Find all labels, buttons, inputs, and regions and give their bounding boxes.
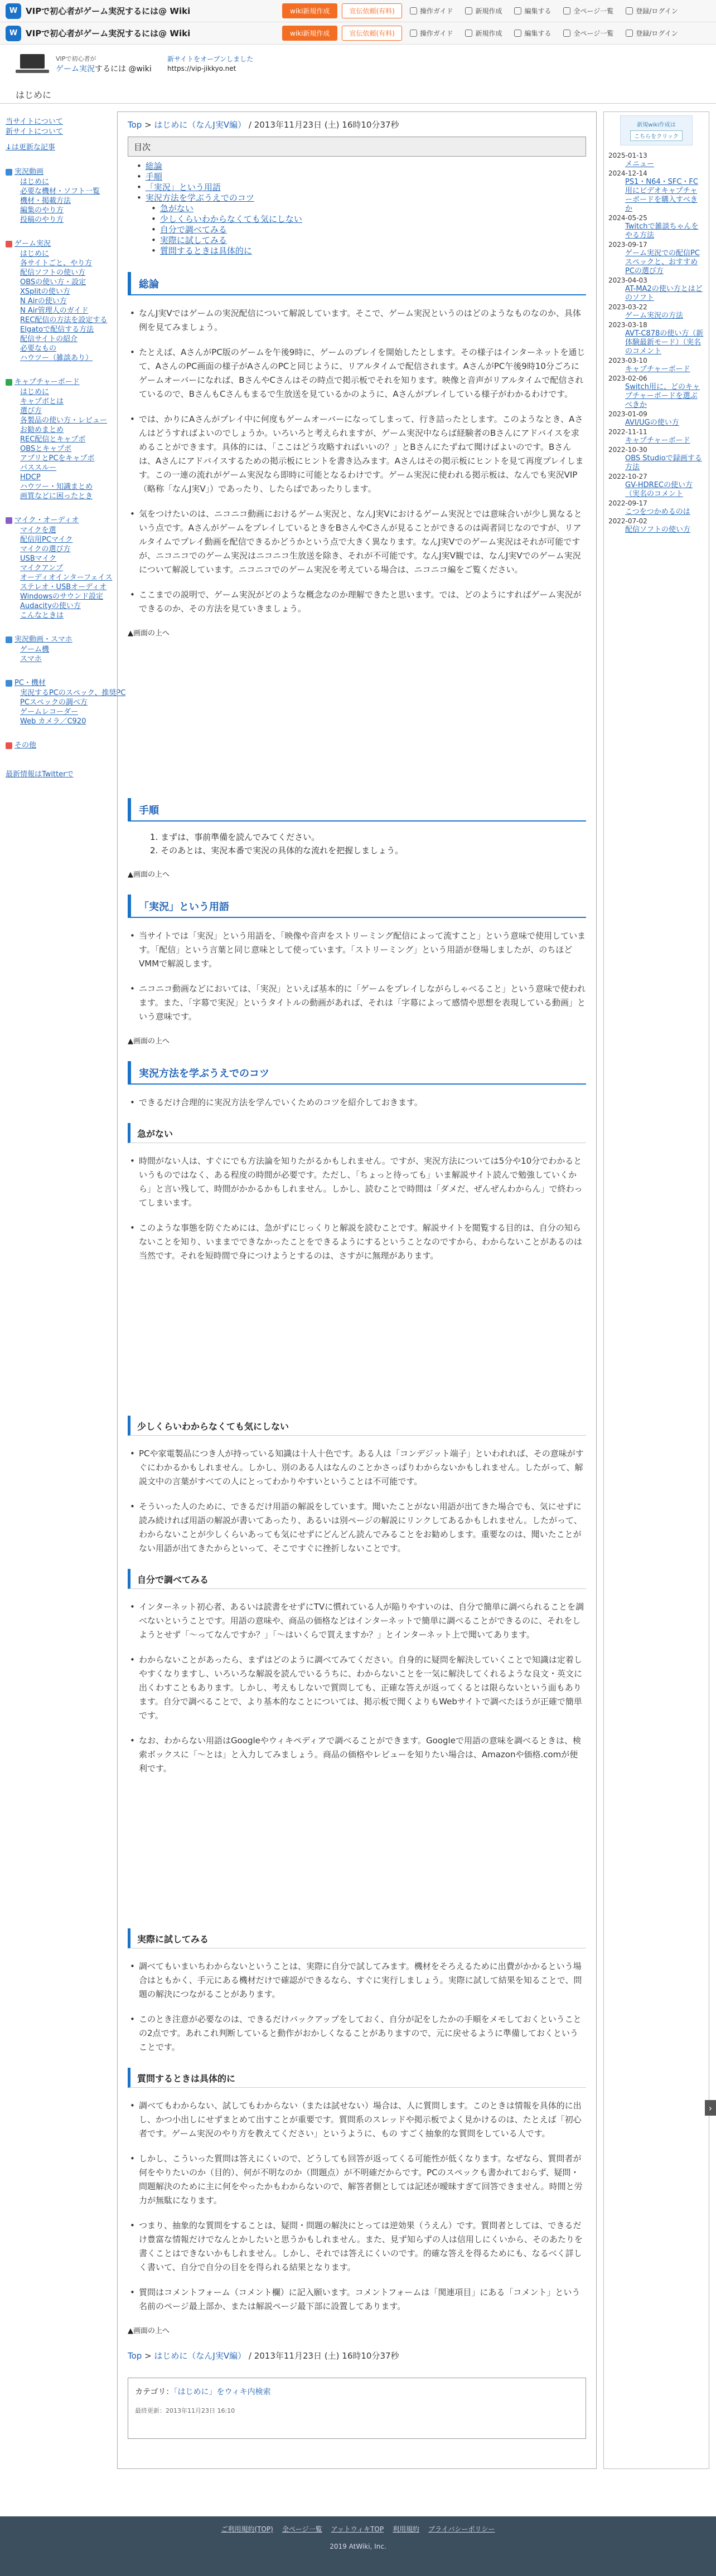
category-icon [6, 636, 12, 643]
chevron-right-icon[interactable]: › [705, 2100, 716, 2116]
create-wiki-button[interactable]: wiki新規作成 [282, 26, 337, 41]
sidebar-item[interactable]: ゲーム機 [20, 645, 50, 654]
right-sidebar [603, 111, 709, 2469]
new-wiki-ad[interactable] [620, 115, 693, 145]
sidebar-item[interactable]: はじめに [20, 388, 50, 396]
update-date: 2024-12-14 [608, 169, 647, 177]
paragraph: • なお、わからない用語はGoogleやウィキペディアで調べることができます。Googleで用語の意味を調べるときは、検索ボックスに「〜とは」と入力してみましょう。商品の価格やレビューを知りたい場合は、Amazonや価格.comが便利です。 [128, 1734, 586, 1776]
toc-item[interactable]: • 自分で調べてみる [137, 225, 586, 235]
user-icon [626, 7, 633, 14]
sidebar-item[interactable]: マイクの選び方 [20, 545, 71, 553]
sidebar-item[interactable]: N Airの使い方 [20, 297, 67, 305]
category-icon [6, 742, 12, 749]
subsection-heading: 急がない [128, 1123, 586, 1143]
sidebar-item[interactable]: 各サイトごと、やり方 [20, 259, 93, 268]
steps-list [128, 830, 586, 857]
update-link[interactable]: Switch用に、どのキャプチャーボードを選ぶべきか [625, 383, 700, 409]
paragraph: • では、かりにAさんがプレイ中に何度もゲームオーバーになってしまって、行き詰ったとします。このようなとき、Aさんはどうすればよいのでしょうか。いろいろと考えられますが、ゲーム実況中ならば経験者のBさんにアドバイスを求めることができます。具体的には、「ここはどう攻略すればいいの？」とBさんにたずねて聞けばよいのです。Bさんは、Aさんにアドバイスするための掲示板にヒントを書き込みます。Aさんはその掲示板にヒントを見て再度プレイします。この一連の流れがゲーム実況なら即時に可能となるわけです。ゲーム実況に使われる掲示板は、なんでも実況VIP（略称「なんJ実V」）であったり、したらばであったりします。 [128, 412, 586, 496]
update-date: 2023-09-17 [608, 241, 647, 249]
paragraph: • 質問はコメントフォーム（コメント欄）に記入願います。コメントフォームは「関連項目」にある「コメント」という名前のページ最上部か、または解説ページ最下部に設置してあります。 [128, 2286, 586, 2313]
nav-group-heading[interactable] [6, 377, 112, 387]
section-heading: 総論 [128, 272, 586, 295]
new-page-icon [465, 7, 472, 14]
create-wiki-button[interactable]: wiki新規作成 [282, 3, 337, 18]
pencil-icon [514, 7, 521, 14]
sidebar-item[interactable]: 必要な機材・ソフト一覧 [20, 187, 100, 196]
list-icon [563, 30, 570, 37]
sidebar-item[interactable]: USBマイク [20, 555, 57, 563]
guide-link[interactable] [410, 28, 453, 38]
top-link[interactable]: Top [128, 120, 142, 130]
pc-logo-icon [16, 53, 49, 75]
nav-label: 新規作成 [475, 30, 502, 37]
new-site-about-link[interactable]: 新サイトについて [6, 128, 63, 136]
page-path-link[interactable]: はじめに（なんJ実V編） [154, 2351, 246, 2361]
toc-item[interactable]: • 急がない [137, 203, 586, 214]
paragraph: • しかし、こういった質問は答えにくいので、どうしても回答が返ってくる可能性が低くなります。なぜなら、質問者が何をやりたいのか（目的）、何が不明なのか（問題点）が不明確だからです。PCのスペックも書かれておらず、疑問・問題解決のために主に何をやったかもわからないので、解答者側としては記述が曖昧すぎて回答できません。時間と労力が無駄になります。 [128, 2152, 586, 2208]
update-link[interactable]: キャプチャーボード [625, 365, 690, 373]
sidebar-item[interactable]: はじめに [20, 250, 50, 258]
breadcrumb: はじめに [0, 84, 716, 104]
sidebar-item[interactable]: 配信サイトの紹介 [20, 335, 78, 343]
update-date: 2025-01-13 [608, 152, 647, 159]
sidebar-item[interactable]: ハウツー（雑談あり） [20, 354, 93, 362]
new-page-link[interactable] [465, 28, 502, 38]
book-icon [410, 30, 417, 37]
nav-group-label: その他 [14, 741, 37, 750]
new-site-link[interactable]: 新サイトをオープンしました [167, 55, 254, 63]
ad-space [128, 638, 586, 782]
update-date: 2023-03-10 [608, 357, 647, 364]
header-notice [167, 55, 253, 74]
nav-label: 登録/ログイン [636, 7, 678, 15]
new-page-link[interactable] [465, 6, 502, 16]
paragraph: • このとき注意が必要なのは、できるだけバックアップをしておく、自分が記をしたかの手順をメモしておくということの2点です。あれこれ判断していると動作がおかしくなることがありますので、元に戻せるように準備しておくということです。 [128, 2013, 586, 2054]
toc-item[interactable]: • 手順 [137, 172, 586, 182]
sidebar-item[interactable]: 編集のやり方 [20, 206, 64, 215]
go-top-label[interactable]: ▲画面の上へ [128, 2327, 170, 2335]
login-link[interactable] [626, 28, 678, 38]
paragraph: • わからないことがあったら、まずはどのように調べてみてください。自身的に疑問を解決していくことで知識は定着しやすくなりますし、いろいろな解説を読んでいるうちに、わからないことを一気に解決してくれるような良文・英文に出くわすこともあります。しかし、考えもしないで質問しても、正確な答えが返ってくるとは限らないという面もあります。自分で調べることで、より基本的なことについては、掲示板で聞くよりもWebサイトで調べたほうが正確で簡単です。 [128, 1653, 586, 1723]
subsection-heading: 質問するときは具体的に [128, 2068, 586, 2088]
update-date: 2024-05-25 [608, 214, 647, 222]
update-date: 2022-10-27 [608, 473, 647, 480]
page-date: 2013年11月23日 (土) 16時10分37秒 [254, 2351, 399, 2361]
sidebar-item[interactable]: 各製品の使い方・レビュー [20, 416, 108, 425]
site-footer [0, 2516, 716, 2576]
nav-group-heading[interactable] [6, 678, 112, 688]
subsection-heading: 実際に試してみる [128, 1928, 586, 1948]
last-updated: 最終更新：2013年11月23日 16:10 [135, 2407, 235, 2414]
page-footer-box [128, 2378, 586, 2439]
nav-group-label: キャプチャーボード [14, 378, 80, 386]
sidebar-item[interactable]: キャプボとは [20, 397, 64, 406]
page-info: Top > はじめに（なんJ実V編） / 2013年11月23日 (土) 16時10分37秒 [128, 120, 399, 130]
update-link[interactable]: メニュー [625, 160, 655, 168]
nav-label: 操作ガイド [419, 7, 453, 15]
update-date: 2023-03-22 [608, 303, 647, 311]
paragraph: • PCや家電製品につき人が持っている知識は十人十色です。ある人は「コンデジット端子」といわれれば、その意味がすぐにわかるかもしれません。しかし、別のある人はなんのことかさっぱりわからないかもしれません。したがって、解説文中の言葉がすべての人にとってわかりやすいということは不可能です。 [128, 1447, 586, 1489]
sidebar-item[interactable]: 必要なもの [20, 344, 57, 353]
sidebar-item[interactable]: Elgatoで配信する方法 [20, 325, 94, 334]
toc-item[interactable]: • 実況方法を学ぶうえでのコツ [137, 193, 586, 203]
toc-item[interactable]: • 「実況」という用語 [137, 182, 586, 193]
nav-group-heading[interactable] [6, 741, 112, 751]
site-header [0, 45, 716, 84]
update-date: 2023-03-18 [608, 321, 647, 329]
left-sidebar [6, 117, 126, 780]
site-name-link[interactable]: ゲーム実況 [56, 65, 95, 74]
recent-link[interactable]: ↓は更新な記事 [6, 143, 55, 152]
edit-link[interactable] [514, 28, 551, 38]
update-date: 2022-10-30 [608, 446, 647, 454]
site-subtitle: VIPで初心者が [56, 55, 96, 62]
update-link[interactable]: キャプチャーボード [625, 436, 690, 445]
paragraph: • 調べてもいまいちわからないということは、実際に自分で試してみます。機材をそろえるために出費がかかるという場合はともかく、手元にある機材だけで確認ができるなら、すぐに実行しましょう。実際に試して結果を知ることで、問題の解決につながることがあります。 [128, 1960, 586, 2001]
top-link[interactable]: Top [128, 2351, 142, 2361]
nav-group-heading[interactable] [6, 239, 112, 249]
category-icon [6, 241, 12, 247]
copyright: 2019 AtWiki, Inc. [330, 2543, 386, 2550]
sidebar-item[interactable]: 配信ソフトの使い方 [20, 269, 86, 277]
go-top-label[interactable]: ▲画面の上へ [128, 629, 170, 638]
nav-label: 新規作成 [475, 7, 502, 15]
category-icon [6, 517, 12, 524]
update-link[interactable]: PS1・N64・SFC・FC用にビデオキャプチャーボードを購入すべきか [625, 178, 698, 213]
section-heading: 実況方法を学ぶうえでのコツ [128, 1061, 586, 1085]
guide-link[interactable] [410, 6, 453, 16]
update-link[interactable]: AVI/UGの使い方 [625, 419, 679, 427]
paragraph: • ここまでの説明で、ゲーム実況がどのような概念なのか理解できたと思います。では、どのようにすればゲーム実況ができるのか、その方法を見ていきましょう。 [128, 588, 586, 616]
toc-header: 目次 [128, 137, 586, 157]
step-item: 2. そのあとは、実況本番で実況の具体的な流れを把握しましょう。 [150, 845, 404, 856]
paragraph: • 当サイトでは「実況」という用語を、「映像や音声をストリーミング配信によって流すこと」という意味で使用しています。「配信」という言葉と同じ意味として使っています。「ストリーミング」という用語が登場しましたが、のちほどVMMで解説します。 [128, 929, 586, 971]
ad-button[interactable]: こちらをクリック [630, 130, 683, 141]
sidebar-item[interactable]: 選び方 [20, 407, 42, 415]
nav-group [6, 167, 112, 225]
nav-group-label: マイク・オーディオ [14, 516, 79, 524]
update-link[interactable]: ゲーム実況での配信PCスペックと、おすすめPCの選び方 [625, 249, 700, 275]
user-icon [626, 30, 633, 37]
go-top-link[interactable] [128, 2325, 586, 2335]
category-icon [6, 169, 12, 176]
page-path-link[interactable]: はじめに（なんJ実V編） [154, 120, 246, 130]
pencil-icon [514, 30, 521, 37]
wiki-toolbar-sticky [0, 22, 716, 45]
edit-link[interactable] [514, 6, 551, 16]
nav-group [6, 635, 112, 664]
paragraph: • そういった人のために、できるだけ用語の解説をしています。聞いたことがない用語が出てきた場合でも、気にせずに読み続ければ用語の解説が書いてあったり、あるいは別ページの解説にリンクしてあるかもしれません。したがって、わからないことが少しくらいあっても気にせずにどんどん読んでみることをお勧めします。重要なのは、聞いたことがない用語が出てきたからといって、そこですぐに挫折しないことです。 [128, 1500, 586, 1556]
sidebar-item[interactable]: マイクを選 [20, 526, 56, 534]
sidebar-item[interactable]: お勧めまとめ [20, 426, 64, 434]
nav-group-label: 実況動画・スマホ [14, 635, 72, 644]
wiki-search-link[interactable]: 「はじめに」をウィキ内検索 [173, 2388, 271, 2397]
paragraph: • 調べてもわからない、試してもわからない（または試せない）場合は、人に質問します。このときは情報を具体的に出し、かつ小出しにせずまとめて出すことが重要です。質問系のスレッドや掲示板でよく見かけるのは、たとえば「初心者です。ゲーム実況のやり方を教えてください」というように、もの すごく抽象的な質問をしている人です。 [128, 2099, 586, 2141]
ad-request-button[interactable]: 宣伝依頼(有料) [342, 26, 401, 41]
step-item: 1. まずは、事前準備を読んでみてください。 [150, 832, 320, 842]
all-pages-link[interactable] [563, 6, 613, 16]
paragraph: • たとえば、AさんがPC版のゲームを午後9時に、ゲームのプレイを開始したとします。その様子はインターネットを通じて、AさんのPC画面の様子がAさんのPCと同じように、リアルタイムで配信されます。AさんがPC午後9時10分ごろにゲームオーバーになれば、BさんやCさんはその時点で掲示板でそれを知ります。映像と音声がリアルタイムで配信されているので、BさんもCさんもまるで生放送を見ているかのように、Aさんがプレイしている様子がわかるわけです。 [128, 346, 586, 401]
subsection-heading: 少しくらいわからなくても気にしない [128, 1416, 586, 1436]
update-date: 2023-04-03 [608, 276, 647, 284]
site-name-suffix: するには @wiki [95, 65, 152, 74]
nav-label: 操作ガイド [419, 30, 453, 37]
sidebar-item[interactable]: REC配信とキャプボ [20, 435, 86, 444]
nav-group-label: ゲーム実況 [14, 240, 51, 248]
update-date: 2022-11-11 [608, 428, 647, 436]
all-pages-link[interactable] [563, 28, 613, 38]
update-date: 2022-09-17 [608, 499, 647, 507]
sidebar-item[interactable]: 配信用PCマイク [20, 536, 73, 544]
sidebar-item[interactable]: REC配信の方法を設定する [20, 316, 108, 324]
category-icon [6, 680, 12, 687]
ad-request-button[interactable]: 宣伝依頼(有料) [342, 3, 401, 18]
sidebar-item[interactable]: 機材・掲載方法 [20, 197, 71, 205]
new-page-icon [465, 30, 472, 37]
sidebar-item[interactable]: N Air管理人のガイド [20, 307, 89, 315]
nav-group-heading[interactable] [6, 516, 112, 526]
update-date: 2023-01-09 [608, 410, 647, 418]
toc-item[interactable]: • 質問するときは具体的に [137, 246, 586, 256]
sidebar-item[interactable]: PCスペックの調べ方 [20, 698, 88, 707]
paragraph: • できるだけ合理的に実況方法を学んでいくためのコツを紹介しておきます。 [128, 1096, 586, 1110]
sidebar-item[interactable]: ゲームレコーダー [20, 708, 79, 716]
update-link[interactable]: ゲーム実況の方法 [625, 312, 684, 320]
ad-space [128, 1263, 586, 1402]
sidebar-item[interactable]: ハウツー・知識まとめ [20, 483, 93, 491]
go-top-label[interactable]: ▲画面の上へ [128, 871, 170, 879]
sidebar-item[interactable]: ステレオ・USBオーディオ [20, 583, 107, 591]
section-heading: 手順 [128, 798, 586, 822]
section-heading: 「実況」という用語 [128, 895, 586, 918]
toc-item[interactable]: • 総論 [137, 161, 586, 172]
footer-links [0, 2524, 716, 2534]
nav-group [6, 516, 112, 620]
footer-link[interactable]: 利用規約 [393, 2525, 420, 2533]
new-site-url: https://vip-jikkyo.net [167, 65, 236, 72]
sidebar-item[interactable]: オーディオインターフェイス [20, 573, 113, 582]
sidebar-item[interactable]: こんなときは [20, 611, 64, 620]
atwiki-logo-icon[interactable]: W [6, 3, 21, 19]
go-top-link[interactable] [128, 1035, 586, 1046]
update-link[interactable]: AVT-C878の使い方（新体験最新モード）（実名のコメント [625, 329, 704, 356]
ad-space [128, 1776, 586, 1915]
footer-link[interactable]: アットウィキTOP [331, 2525, 384, 2533]
update-date: 2023-02-06 [608, 375, 647, 382]
nav-label: 登録/ログイン [636, 30, 678, 37]
category-prefix: カテゴリ： [135, 2388, 174, 2397]
nav-group-heading[interactable] [6, 635, 112, 645]
book-icon [410, 7, 417, 14]
footer-link[interactable]: ご利用規約(TOP) [221, 2525, 273, 2533]
category-icon [6, 379, 12, 386]
page-info-bottom: Top > はじめに（なんJ実V編） / 2013年11月23日 (土) 16時10分37秒 [128, 2351, 399, 2361]
sidebar-item[interactable]: 実況するPCのスペック、推奨PC [20, 689, 126, 697]
sidebar-item[interactable]: XSplitの使い方 [20, 288, 70, 296]
paragraph: • 時間がない人は、すぐにでも方法論を知りたがるかもしれません。ですが、実況方法については5分や10分でわかるというものではなく、ある程度の時間が必要です。ただし、「ちょっと待っても」いま解説サイト読んで勉強していくから」と言い残して、時間がかかるかもしれません。しかし、読むことで時間は「ダメだ、ぜんぜんわからん」で終わってしまいます。 [128, 1154, 586, 1210]
go-top-link[interactable] [128, 627, 586, 638]
wiki-toolbar [0, 0, 716, 22]
nav-group-label: 実況動画 [14, 168, 44, 176]
sidebar-item[interactable]: HDCP [20, 473, 41, 482]
update-link[interactable]: Twitchで雑談ちゃんをやる方法 [625, 222, 699, 240]
nav-group [6, 239, 112, 363]
page-date: 2013年11月23日 (土) 16時10分37秒 [254, 120, 399, 130]
login-link[interactable] [626, 6, 678, 16]
sidebar-item[interactable]: Web カメラ／C920 [20, 717, 86, 726]
sidebar-item[interactable]: パススルー [20, 464, 57, 472]
paragraph: • インターネット初心者、あるいは読書をせずにTVに慣れている人が陥りやすいのは、自分で簡単に調べられることを調べないということです。用語の意味や、商品の価格などはインターネットで簡単に調べることができるのに、それをしようとせず「〜ってなんですか？」「〜はいくらで買えますか？」とインターネット上で聞いてあります。 [128, 1600, 586, 1642]
paragraph: • このような事態を防ぐためには、急がずにじっくりと解説を読むことです。解説サイトを閲覧する目的は、自分の知らないことを知り、いままでできなかったことをできるようにするということなのですから、わからないことがあるのは当然です。それを短時間で身につけようとするのは、さすがに無理があります。 [128, 1221, 586, 1263]
sidebar-item[interactable]: 画質などに困ったとき [20, 492, 93, 500]
recent-updates [604, 151, 709, 534]
nav-group [6, 377, 112, 501]
nav-group [6, 741, 112, 751]
sidebar-item[interactable]: 投稿のやり方 [20, 216, 64, 224]
paragraph: • なんJ実Vではゲームの実況配信について解説しています。そこで、ゲーム実況というのはどのようなものなのか、具体例を見てみましょう。 [128, 307, 586, 334]
footer-link[interactable]: プライバシーポリシー [428, 2525, 495, 2533]
go-top-link[interactable] [128, 868, 586, 879]
paragraph: • つまり、抽象的な質問をすることは、疑問・問題の解決にとっては逆効果（うえん）です。質問者としては、できるだけ豊富な情報だけでなんとかしたいと思うかもしれません。また、見ず知らずの人は信用しにくいから、そのあたりを書くことはできないかもしれません。しかし、それでは答えにくいのです。的確な答えを得るためにも、なるべく詳しく書いて、自分で自分の目をを得られる結果となります。 [128, 2219, 586, 2274]
about-link[interactable]: 当サイトについて [6, 118, 63, 126]
wiki-title[interactable]: VIPで初心者がゲーム実況するには@ Wiki [26, 6, 191, 16]
toc-list [128, 161, 586, 256]
twitter-link[interactable]: 最新情報はTwitterで [6, 770, 74, 779]
sidebar-item[interactable]: OBSとキャプボ [20, 445, 72, 453]
update-link[interactable]: こつをつかめるのは [625, 508, 690, 516]
ad-text: 新規wiki作成は [637, 122, 676, 128]
update-link[interactable]: AT-MA2の使い方とはどのソフト [625, 285, 703, 302]
nav-label: 全ページ一覧 [573, 30, 614, 37]
atwiki-logo-icon[interactable]: W [6, 26, 21, 41]
nav-label: 編集する [524, 30, 551, 37]
category-line [135, 2386, 579, 2397]
toc-item[interactable]: • 少しくらいわからなくても気にしない [137, 214, 586, 225]
sidebar-item[interactable]: Audacityの使い方 [20, 602, 81, 610]
nav-group [6, 678, 126, 726]
sidebar-item[interactable]: スマホ [20, 655, 42, 663]
nav-label: 全ページ一覧 [573, 7, 614, 15]
update-link[interactable]: 配信ソフトの使い方 [625, 526, 691, 534]
sidebar-item[interactable]: アプリとPCをキャプボ [20, 454, 95, 463]
nav-group-label: PC・機材 [14, 679, 46, 687]
nav-label: 編集する [524, 7, 551, 15]
nav-group-heading[interactable] [6, 167, 112, 177]
go-top-label[interactable]: ▲画面の上へ [128, 1037, 170, 1046]
update-date: 2022-07-02 [608, 517, 647, 525]
sidebar-item[interactable]: OBSの使い方・設定 [20, 278, 86, 286]
sidebar-item[interactable]: はじめに [20, 178, 50, 186]
subsection-heading: 自分で調べてみる [128, 1569, 586, 1589]
list-icon [563, 7, 570, 14]
main-content [117, 111, 597, 2469]
site-name[interactable] [56, 63, 152, 74]
toc-item[interactable]: • 実際に試してみる [137, 235, 586, 246]
paragraph: • ニコニコ動画などにおいては、「実況」といえば基本的に「ゲームをプレイしながらしゃべること」という意味で使われます。また、「字幕で実況」というタイトルの動画があれば、それは「字幕によって感情や思想を表現している動画」という意味です。 [128, 982, 586, 1024]
paragraph: • 気をつけたいのは、ニコニコ動画におけるゲーム実況と、なんJ実Vにおけるゲーム実況とでは意味合いが少し異なるという点です。AさんがゲームをプレイしているときをBさんやCさんが見ることができるのは両者同じなのですが、リアルタイムでプレイ動画を配信できるかどうかという点で大きく異なります。なんJ実Vでのゲーム実況はそれが可能ですが、ニコニコでのゲーム実況はニコニコ生放送を除き、それが不可能です。なんJ実V観では、なんJ実Vでのゲーム実況について解説しています。ニコニコでのゲーム実況を考えている場合は、ニコニコ編をご覧ください。 [128, 507, 586, 577]
sidebar-item[interactable]: マイクアンプ [20, 564, 63, 572]
sidebar-item[interactable]: Windowsのサウンド設定 [20, 592, 104, 601]
wiki-title[interactable]: VIPで初心者がゲーム実況するには@ Wiki [26, 28, 191, 38]
footer-link[interactable]: 全ページ一覧 [282, 2525, 322, 2533]
update-link[interactable]: GV-HDRECの使い方（実名のコメント [625, 481, 693, 498]
update-link[interactable]: OBS Studioで録画する方法 [625, 454, 702, 472]
